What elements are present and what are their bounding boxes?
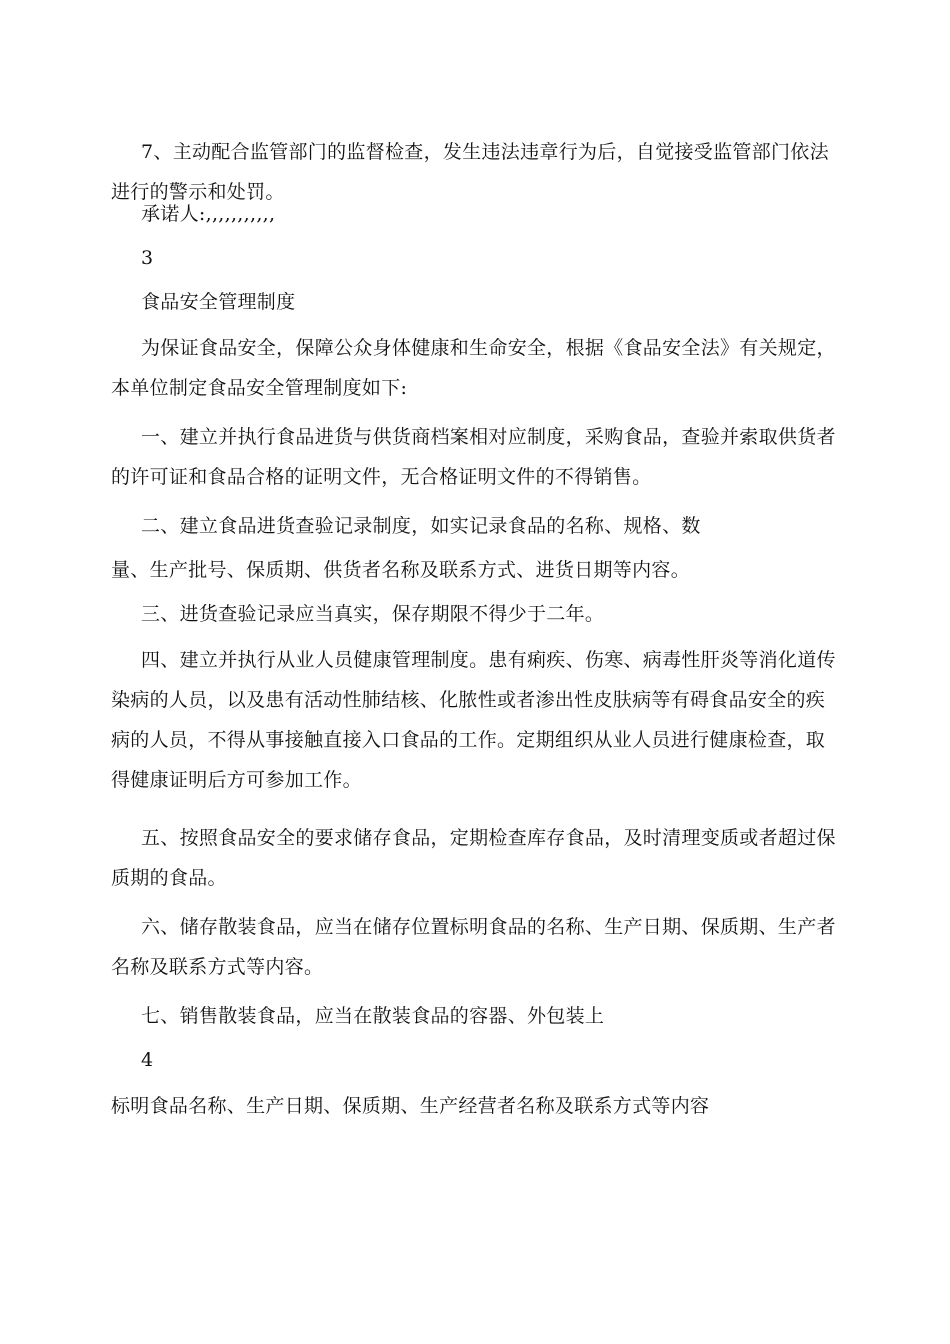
rule-2-paragraph: 二、建立食品进货查验记录制度，如实记录食品的名称、规格、数 [141,515,701,537]
rule-7-paragraph: 七、销售散装食品，应当在散装食品的容器、外包装上 [141,1005,605,1027]
paragraph-item-7: 7、主动配合监管部门的监督检查，发生违法违章行为后，自觉接受监管部门依法进行的警示和处罚。 [111,141,829,203]
intro-paragraph: 为保证食品安全，保障公众身体健康和生命安全，根据《食品安全法》有关规定，本单位制定食品安全管理制度如下: [111,337,836,399]
page-number: 3 [141,247,154,269]
section-title: 食品安全管理制度 [141,291,296,313]
rule-6-paragraph: 六、储存散装食品，应当在储存位置标明食品的名称、生产日期、保质期、生产者名称及联系方式等内容。 [111,916,836,978]
rule-2-continuation: 量、生产批号、保质期、供货者名称及联系方式、进货日期等内容。 [111,559,691,581]
rule-7-continuation: 标明食品名称、生产日期、保质期、生产经营者名称及联系方式等内容 [111,1095,710,1117]
page-number: 4 [141,1049,154,1071]
rule-3-paragraph: 三、进货查验记录应当真实，保存期限不得少于二年。 [141,603,605,625]
rule-4-paragraph: 四、建立并执行从业人员健康管理制度。患有痢疾、伤寒、病毒性肝炎等消化道传染病的人员，以及患有活动性肺结核、化脓性或者渗出性皮肤病等有碍食品安全的疾病的人员，不得从事接触直接入口食品的工作。定期组织从业人员进行健康检查，取得健康证明后方可参加工作。 [111,649,836,791]
rule-1-paragraph: 一、建立并执行食品进货与供货商档案相对应制度，采购食品，查验并索取供货者的许可证和食品合格的证明文件，无合格证明文件的不得销售。 [111,426,836,488]
promisor-line: 承诺人:,,,,,,,,,,, [141,203,276,225]
rule-5-paragraph: 五、按照食品安全的要求储存食品，定期检查库存食品，及时清理变质或者超过保质期的食品。 [111,827,836,889]
